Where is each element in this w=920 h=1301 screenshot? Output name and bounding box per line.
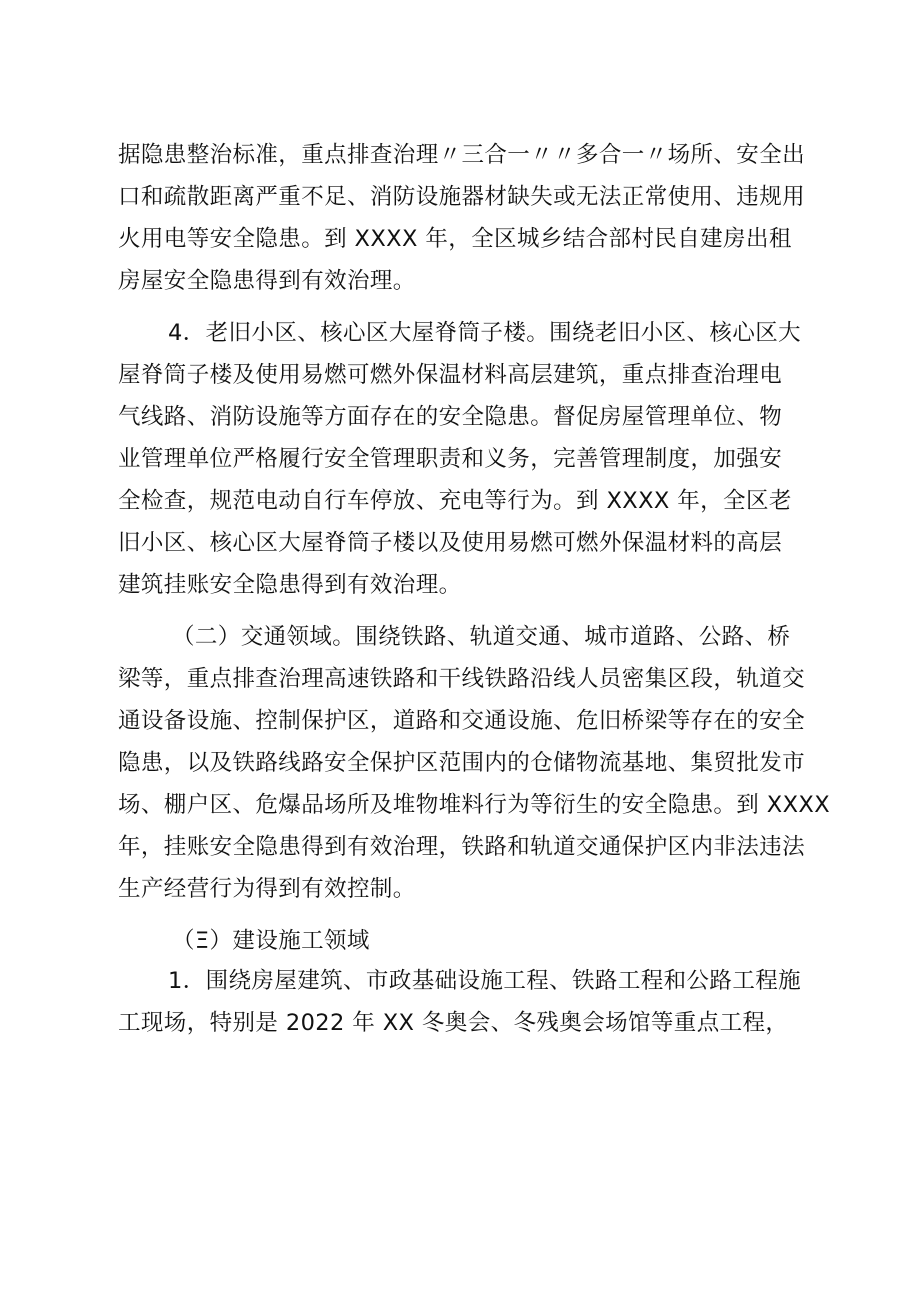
text-line: 口和疏散距离严重不足、消防设施器材缺失或无法正常使用、违规用 xyxy=(118,184,806,210)
text-line: 年，挂账安全隐患得到有效治理，铁路和轨道交通保护区内非法违法 xyxy=(118,834,806,860)
text-line: 房屋安全隐患得到有效治理。 xyxy=(118,268,416,294)
text-line: （二）交通领域。围绕铁路、轨道交通、城市道路、公路、桥 xyxy=(172,624,791,650)
text-line: 1．围绕房屋建筑、市政基础设施工程、铁路工程和公路工程施 xyxy=(168,968,802,994)
text-line: 全检查，规范电动自行车停放、充电等行为。到 XXXX 年，全区老 xyxy=(118,488,792,514)
text-line: 通设备设施、控制保护区，道路和交通设施、危旧桥梁等存在的安全 xyxy=(118,708,806,734)
section-heading: （Ξ）建设施工领域 xyxy=(172,928,370,954)
text-line: 工现场，特别是 2022 年 XX 冬奥会、冬残奥会场馆等重点工程， xyxy=(118,1010,789,1036)
text-line: 隐患，以及铁路线路安全保护区范围内的仓储物流基地、集贸批发市 xyxy=(118,750,806,776)
text-line: 据隐患整治标准，重点排查治理〃三合一〃〃多合一〃场所、安全出 xyxy=(118,142,806,168)
text-line: 场、棚户区、危爆品场所及堆物堆料行为等衍生的安全隐患。到 XXXX xyxy=(118,792,831,818)
text-line: 4．老旧小区、核心区大屋脊筒子楼。围绕老旧小区、核心区大 xyxy=(168,320,802,346)
text-line: 气线路、消防设施等方面存在的安全隐患。督促房屋管理单位、物 xyxy=(118,404,783,430)
text-line: 旧小区、核心区大屋脊筒子楼以及使用易燃可燃外保温材料的高层 xyxy=(118,530,783,556)
text-line: 梁等，重点排查治理高速铁路和干线铁路沿线人员密集区段，轨道交 xyxy=(118,666,806,692)
text-line: 业管理单位严格履行安全管理职责和义务，完善管理制度，加强安 xyxy=(118,446,783,472)
text-line: 屋脊筒子楼及使用易燃可燃外保温材料高层建筑，重点排查治理电 xyxy=(118,362,783,388)
text-line: 火用电等安全隐患。到 XXXX 年，全区城乡结合部村民自建房出租 xyxy=(118,226,792,252)
text-line: 建筑挂账安全隐患得到有效治理。 xyxy=(118,572,462,598)
text-line: 生产经营行为得到有效控制。 xyxy=(118,876,416,902)
